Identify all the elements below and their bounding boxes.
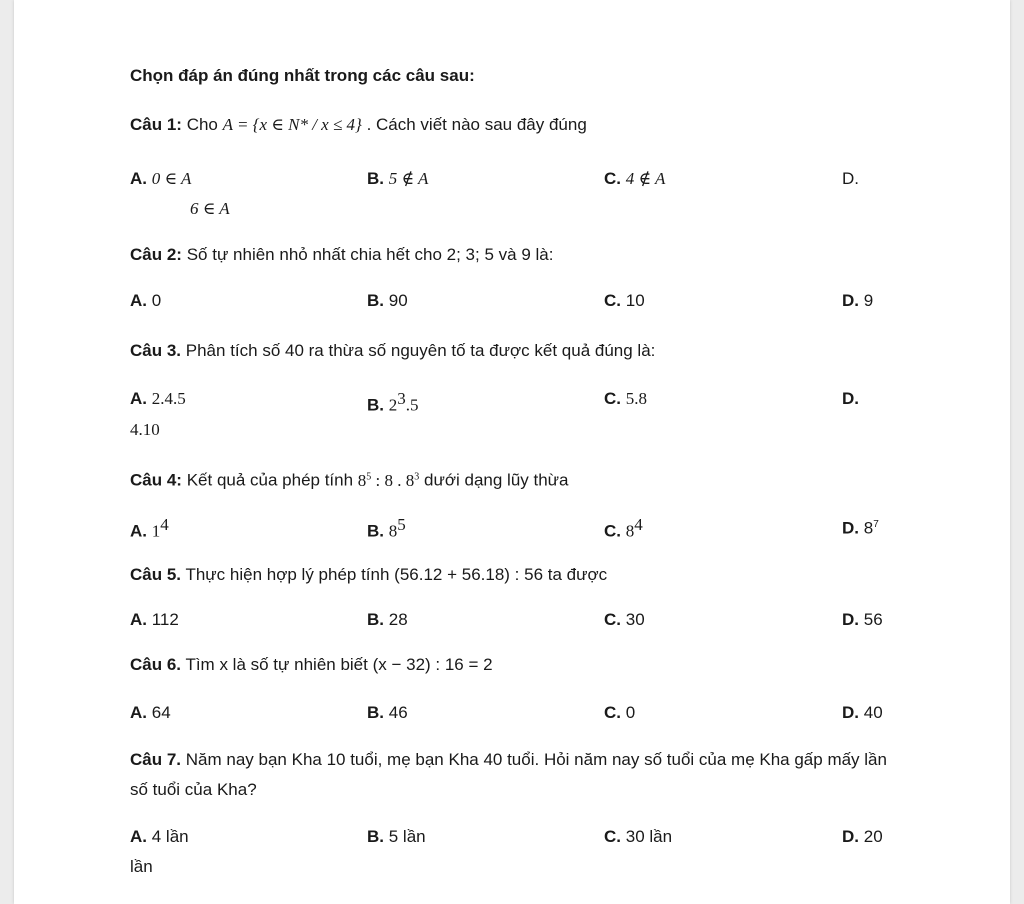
- question-1: [130, 110, 587, 140]
- question-4-pre: Kết quả của phép tính: [186, 470, 354, 490]
- q1-option-b: B. 5 ∉ A: [367, 169, 429, 188]
- q1-option-d-value: 6 ∈ A: [190, 199, 230, 218]
- q3-option-d-label: D.: [842, 389, 859, 408]
- question-7-label: Câu 7.: [130, 750, 182, 769]
- page-title: Chọn đáp án đúng nhất trong các câu sau:: [130, 66, 475, 85]
- q4-option-b: B. $8^5$: [367, 515, 406, 541]
- question-3-label: Câu 3.: [130, 341, 182, 360]
- q2-option-d: D. 9: [842, 291, 874, 310]
- question-4-post: dưới dạng lũy thừa: [424, 470, 569, 490]
- question-7-text: Năm nay bạn Kha 10 tuổi, mẹ bạn Kha 40 tuổi. Hỏi năm nay số tuổi của mẹ Kha gấp mấy lần số tuổi của Kha?: [130, 750, 887, 799]
- question-5: [130, 560, 607, 590]
- q4-option-a: A. $1^4$: [130, 515, 169, 541]
- q5-option-c: C. 30: [604, 610, 645, 629]
- q6-option-a: A. 64: [130, 703, 171, 722]
- q7-option-b: B. 5 lần: [367, 827, 426, 846]
- q1-option-c: C. 4 ∉ A: [604, 169, 666, 188]
- q7-option-d-wrap: lần: [130, 857, 153, 876]
- question-5-label: Câu 5.: [130, 565, 182, 584]
- question-5-text: Thực hiện hợp lý phép tính (56.12 + 56.18) : 56 ta được: [185, 565, 608, 584]
- question-2-label: Câu 2:: [130, 245, 182, 264]
- q5-option-b: B. 28: [367, 610, 408, 629]
- q2-option-c: C. 10: [604, 291, 645, 310]
- q3-option-b: B. $2^3.5$: [367, 389, 419, 415]
- q6-option-b: B. 46: [367, 703, 408, 722]
- question-4-label: Câu 4:: [130, 470, 182, 490]
- q7-option-d: D. 20: [842, 827, 883, 846]
- question-6: [130, 650, 493, 680]
- q3-option-d-value: 4.10: [130, 420, 160, 439]
- q3-option-c: C. 5.8: [604, 389, 647, 408]
- question-4: [130, 462, 569, 496]
- question-2: [130, 240, 553, 270]
- q4-option-c: C. $8^4$: [604, 515, 643, 541]
- q1-option-a: A. 0 ∈ A: [130, 169, 192, 188]
- q7-option-a: A. 4 lần: [130, 827, 189, 846]
- question-3: [130, 336, 655, 366]
- q2-option-b: B. 90: [367, 291, 408, 310]
- question-1-post: . Cách viết nào sau đây đúng: [366, 115, 587, 134]
- q3-option-a: A. 2.4.5: [130, 389, 186, 408]
- question-7: [130, 745, 890, 805]
- q1-option-d-label: D.: [842, 169, 859, 188]
- question-4-formula: $8^5$ : 8 . $8^3$: [357, 470, 420, 490]
- question-6-text: Tìm x là số tự nhiên biết (x − 32) : 16 = 2: [185, 655, 493, 674]
- q6-option-c: C. 0: [604, 703, 636, 722]
- q4-option-d: D. $8^7$: [842, 518, 879, 538]
- question-2-text: Số tự nhiên nhỏ nhất chia hết cho 2; 3; 5 và 9 là:: [186, 245, 554, 264]
- q6-option-d: D. 40: [842, 703, 883, 722]
- q7-option-c: C. 30 lần: [604, 827, 673, 846]
- q5-option-a: A. 112: [130, 610, 179, 629]
- question-1-pre: Cho: [186, 115, 218, 134]
- question-1-label: Câu 1:: [130, 115, 182, 134]
- question-6-label: Câu 6.: [130, 655, 182, 674]
- question-3-text: Phân tích số 40 ra thừa số nguyên tố ta được kết quả đúng là:: [185, 341, 656, 360]
- q2-option-a: A. 0: [130, 291, 162, 310]
- question-1-formula: A = {x ∈ N* / x ≤ 4}: [222, 115, 362, 134]
- q5-option-d: D. 56: [842, 610, 883, 629]
